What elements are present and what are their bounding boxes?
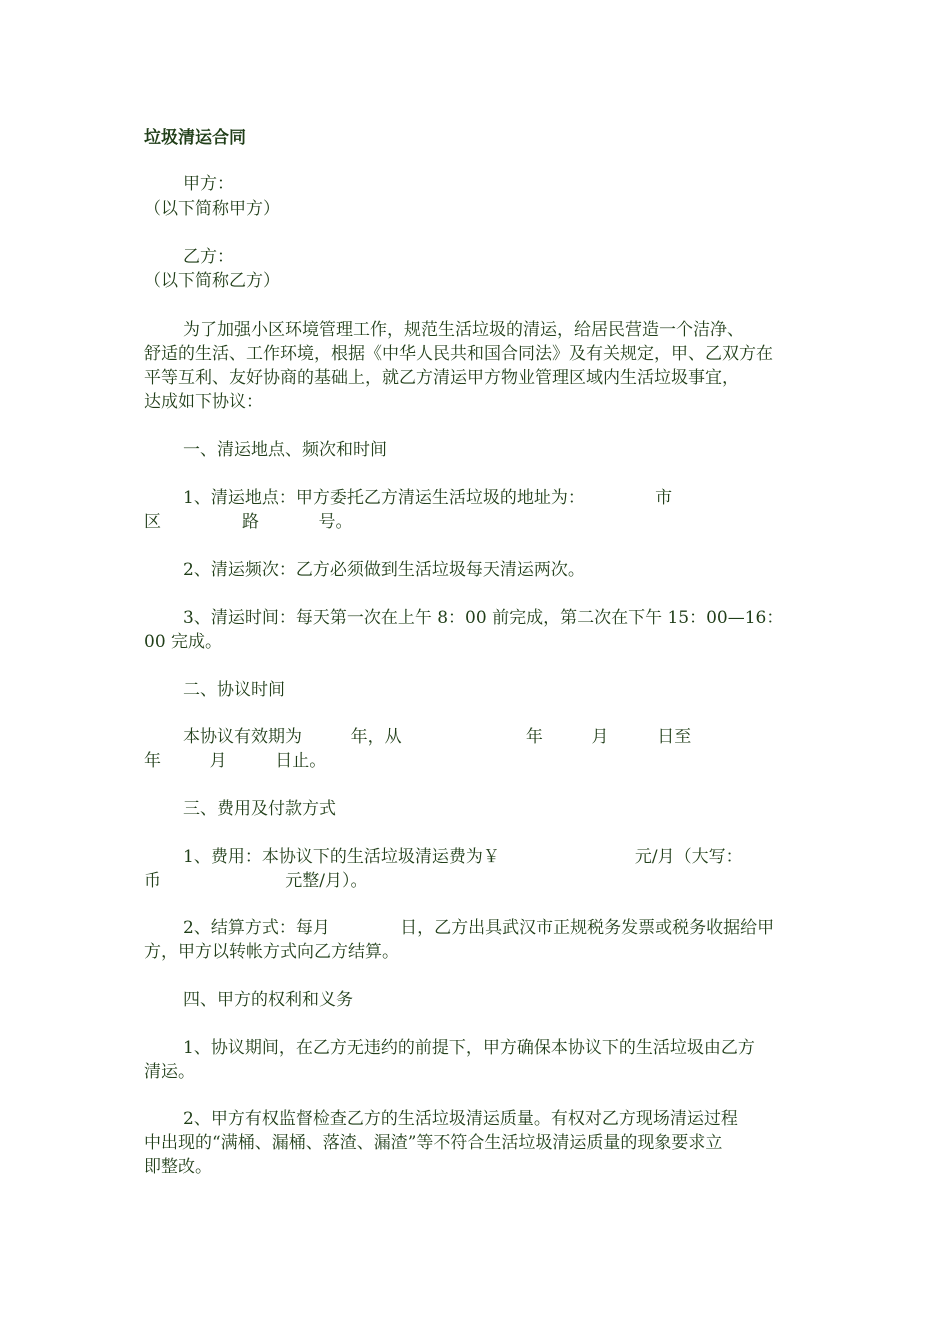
preamble-line: 舒适的生活、工作环境，根据《中华人民共和国合同法》及有关规定，甲、乙双方在 bbox=[144, 344, 773, 364]
party-b-label: 乙方： bbox=[183, 247, 234, 267]
section-1-item-1: 1、清运地点：甲方委托乙方清运生活垃圾的地址为： 市 bbox=[183, 488, 673, 508]
section-3-item-1: 1、费用：本协议下的生活垃圾清运费为￥ 元/月（大写： bbox=[183, 847, 743, 867]
section-2-body-cont: 年 月 日止。 bbox=[144, 751, 327, 771]
section-4-item-2: 2、甲方有权监督检查乙方的生活垃圾清运质量。有权对乙方现场清运过程 bbox=[183, 1109, 738, 1129]
preamble-line: 平等互利、友好协商的基础上，就乙方清运甲方物业管理区域内生活垃圾事宜， bbox=[144, 368, 739, 388]
section-4-item-2-cont: 即整改。 bbox=[144, 1157, 212, 1177]
section-2-body: 本协议有效期为 年，从 年 月 日至 bbox=[183, 727, 692, 747]
section-2-heading: 二、协议时间 bbox=[183, 680, 285, 700]
section-1-item-1-cont: 区 路 号。 bbox=[144, 512, 353, 532]
section-4-heading: 四、甲方的权利和义务 bbox=[183, 990, 353, 1010]
section-4-item-2-cont: 中出现的“满桶、漏桶、落渣、漏渣”等不符合生活垃圾清运质量的现象要求立 bbox=[144, 1133, 723, 1153]
preamble-line: 达成如下协议： bbox=[144, 392, 263, 412]
section-3-item-2-cont: 方，甲方以转帐方式向乙方结算。 bbox=[144, 942, 399, 962]
section-3-item-2: 2、结算方式：每月 日，乙方出具武汉市正规税务发票或税务收据给甲 bbox=[183, 918, 775, 938]
section-1-item-3-cont: 00 完成。 bbox=[144, 632, 223, 652]
party-a-note: （以下简称甲方） bbox=[144, 199, 280, 219]
section-4-item-1-cont: 清运。 bbox=[144, 1062, 195, 1082]
section-1-item-3: 3、清运时间：每天第一次在上午 8：00 前完成，第二次在下午 15：00—16： bbox=[183, 608, 784, 628]
document-title: 垃圾清运合同 bbox=[144, 128, 246, 148]
preamble-line: 为了加强小区环境管理工作，规范生活垃圾的清运，给居民营造一个洁净、 bbox=[183, 320, 744, 340]
section-1-item-2: 2、清运频次：乙方必须做到生活垃圾每天清运两次。 bbox=[183, 560, 585, 580]
section-4-item-1: 1、协议期间，在乙方无违约的前提下，甲方确保本协议下的生活垃圾由乙方 bbox=[183, 1038, 755, 1058]
section-3-item-1-cont: 币 元整/月）。 bbox=[144, 871, 368, 891]
section-3-heading: 三、费用及付款方式 bbox=[183, 799, 336, 819]
party-a-label: 甲方： bbox=[183, 174, 234, 194]
section-1-heading: 一、清运地点、频次和时间 bbox=[183, 440, 387, 460]
party-b-note: （以下简称乙方） bbox=[144, 271, 280, 291]
